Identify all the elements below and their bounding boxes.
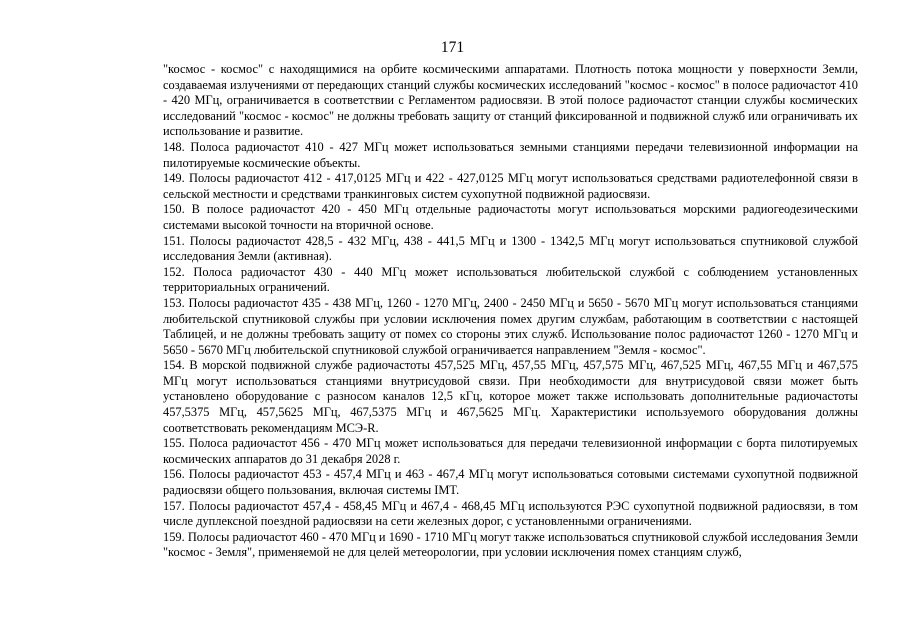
paragraph-154: 154. В морской подвижной службе радиочастоты 457,525 МГц, 457,55 МГц, 457,575 МГц, 467,525 МГц, 467,55 МГц и 467,575 МГц могут использоваться станциями внутрисудовой связи. При необходимости для внутрисудовой связи может быть установлено оборудование с разносом каналов 12,5 кГц, которое может также использовать дополнительные радиочастоты 457,5375 МГц, 457,5625 МГц, 467,5375 МГц и 467,5625 МГц. Характеристики используемого оборудования должны соответствовать рекомендациям МСЭ-R. bbox=[163, 358, 858, 435]
paragraph-155: 155. Полоса радиочастот 456 - 470 МГц может использоваться для передачи телевизионной информации с борта пилотируемых космических аппаратов до 31 декабря 2028 г. bbox=[163, 436, 858, 466]
paragraph-continuation: "космос - космос" с находящимися на орбите космическими аппаратами. Плотность потока мощности у поверхности Земли, создаваемая излучениями от передающих станций службы космических исследований "космос - космос" в полосе радиочастот 410 - 420 МГц, ограничивается в соответствии с Регламентом радиосвязи. В этой полосе радиочастот станции службы космических исследований "космос - космос" не должны требовать защиту от станций фиксированной и подвижной служб или ограничивать их использование и развитие. bbox=[163, 62, 858, 139]
paragraph-156: 156. Полосы радиочастот 453 - 457,4 МГц и 463 - 467,4 МГц могут использоваться сотовыми системами сухопутной подвижной радиосвязи общего пользования, включая системы IMT. bbox=[163, 467, 858, 498]
paragraph-151: 151. Полосы радиочастот 428,5 - 432 МГц, 438 - 441,5 МГц и 1300 - 1342,5 МГц могут использоваться спутниковой службой исследования Земли (активная). bbox=[163, 233, 858, 264]
paragraph-157: 157. Полосы радиочастот 457,4 - 458,45 МГц и 467,4 - 468,45 МГц используются РЭС сухопутной подвижной радиосвязи, в том числе дуплексной поездной радиосвязи на сети железных дорог, с установленными ограничениями. bbox=[163, 498, 858, 529]
paragraph-153: 153. Полосы радиочастот 435 - 438 МГц, 1260 - 1270 МГц, 2400 - 2450 МГц и 5650 - 5670 МГц могут использоваться станциями любительской спутниковой службы при условии исключения помех другим службам, работающим в соответствии с настоящей Таблицей, и не должны требовать защиту от помех со стороны этих служб. Использование полос радиочастот 1260 - 1270 МГц и 5650 - 5670 МГц любительской спутниковой службой ограничивается направлением "Земля - космос". bbox=[163, 295, 858, 357]
paragraph-150: 150. В полосе радиочастот 420 - 450 МГц отдельные радиочастоты могут использоваться морскими радиогеодезическими системами высокой точности на вторичной основе. bbox=[163, 202, 858, 232]
paragraph-149: 149. Полосы радиочастот 412 - 417,0125 МГц и 422 - 427,0125 МГц могут использоваться средствами радиотелефонной связи в сельской местности и средствами транкинговых систем сухопутной подвижной радиосвязи. bbox=[163, 171, 858, 201]
paragraph-159: 159. Полосы радиочастот 460 - 470 МГц и 1690 - 1710 МГц могут также использоваться спутниковой службой исследования Земли "космос - Земля", применяемой не для целей метеорологии, при условии исключения помех станциям служб, bbox=[163, 529, 858, 560]
page-number: 171 bbox=[440, 39, 465, 56]
document-body bbox=[163, 62, 858, 561]
paragraph-152: 152. Полоса радиочастот 430 - 440 МГц может использоваться любительской службой с соблюдением установленных территориальных ограничений. bbox=[163, 264, 858, 295]
paragraph-148: 148. Полоса радиочастот 410 - 427 МГц может использоваться земными станциями передачи телевизионной информации на пилотируемые космические объекты. bbox=[163, 139, 858, 170]
